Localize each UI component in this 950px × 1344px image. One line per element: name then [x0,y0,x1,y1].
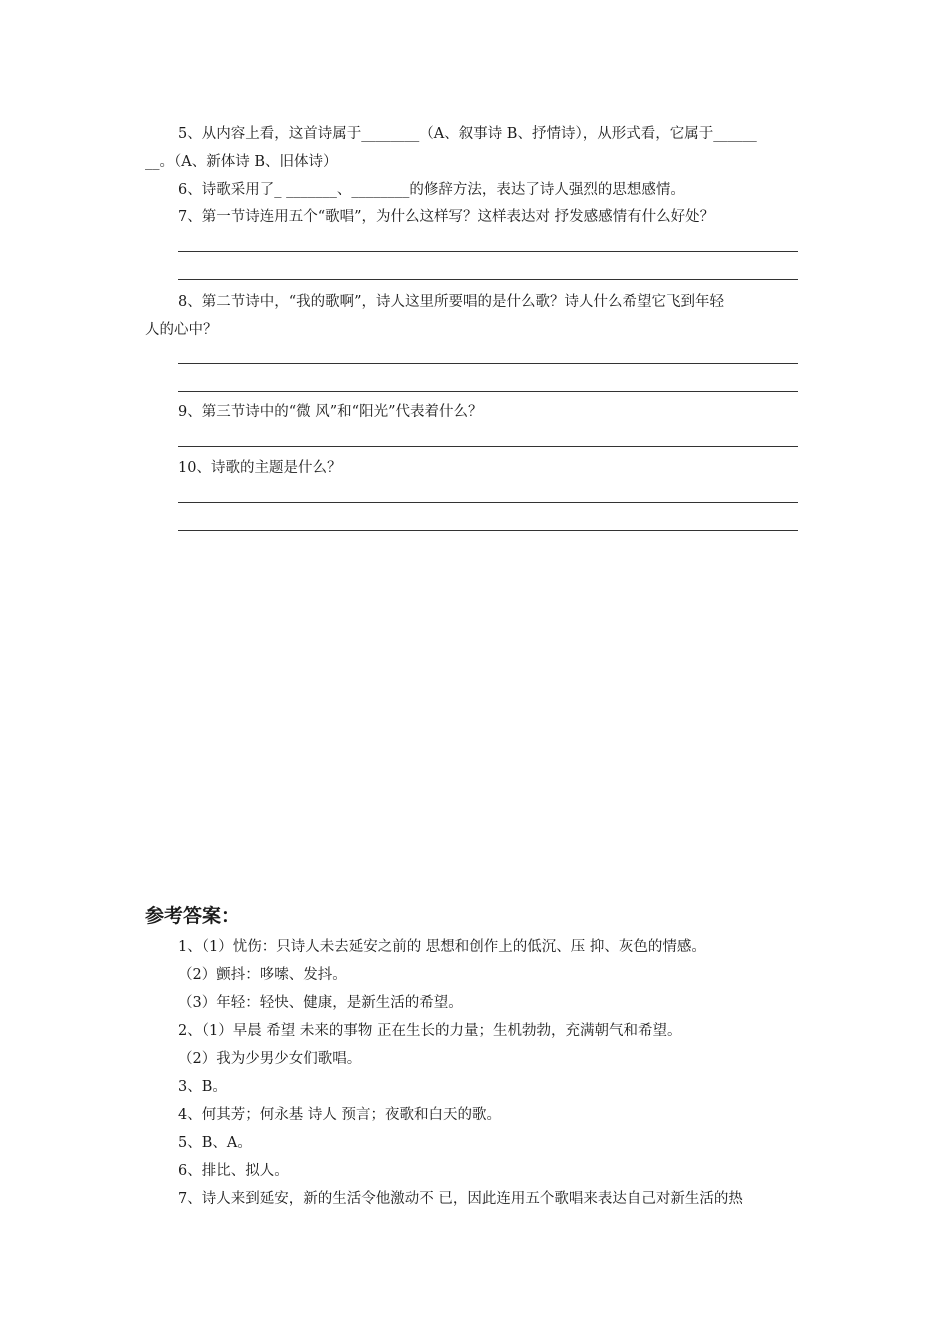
answer-line [178,391,798,392]
question-5-line-1: 5、从内容上看，这首诗属于________（A、叙事诗 B、抒情诗），从形式看，它属于______ [178,126,757,142]
answer-item: 4、何其芳；何永基 诗人 预言；夜歌和白天的歌。 [178,1107,501,1123]
question-8-line-2: 人的心中？ [145,322,218,338]
answer-line [178,279,798,280]
answer-item: （3）年轻：轻快、健康，是新生活的希望。 [178,995,463,1011]
answer-line [178,251,798,252]
answer-line [178,363,798,364]
answer-item: 3、B。 [178,1079,227,1095]
answer-item: （2）颤抖：哆嗦、发抖。 [178,967,347,983]
question-8-line-1: 8、第二节诗中，“我的歌啊”，诗人这里所要唱的是什么歌？诗人什么希望它飞到年轻 [178,294,725,310]
question-6: 6、诗歌采用了_ _______、________的修辞方法，表达了诗人强烈的思想感情。 [178,182,685,198]
answer-line [178,502,798,503]
answer-line [178,446,798,447]
answer-item: 7、诗人来到延安，新的生活令他激动不 已，因此连用五个歌唱来表达自己对新生活的热 [178,1191,743,1207]
question-5-line-2: __。（A、新体诗 B、旧体诗） [145,154,338,170]
question-7: 7、第一节诗连用五个“歌唱”，为什么这样写？这样表达对 抒发感感情有什么好处？ [178,209,715,225]
answers-heading: 参考答案： [145,905,241,927]
question-9: 9、第三节诗中的“微 风”和“阳光”代表着什么？ [178,404,483,420]
answer-item: 1、（1）忧伤：只诗人未去延安之前的 思想和创作上的低沉、压 抑、灰色的情感。 [178,939,706,955]
answer-line [178,530,798,531]
question-10: 10、诗歌的主题是什么？ [178,460,342,476]
answer-item: 2、（1）早晨 希望 未来的事物 正在生长的力量；生机勃勃，充满朝气和希望。 [178,1023,682,1039]
answer-item: 5、B、A。 [178,1135,252,1151]
answer-item: （2）我为少男少女们歌唱。 [178,1051,362,1067]
answer-item: 6、排比、拟人。 [178,1163,289,1179]
